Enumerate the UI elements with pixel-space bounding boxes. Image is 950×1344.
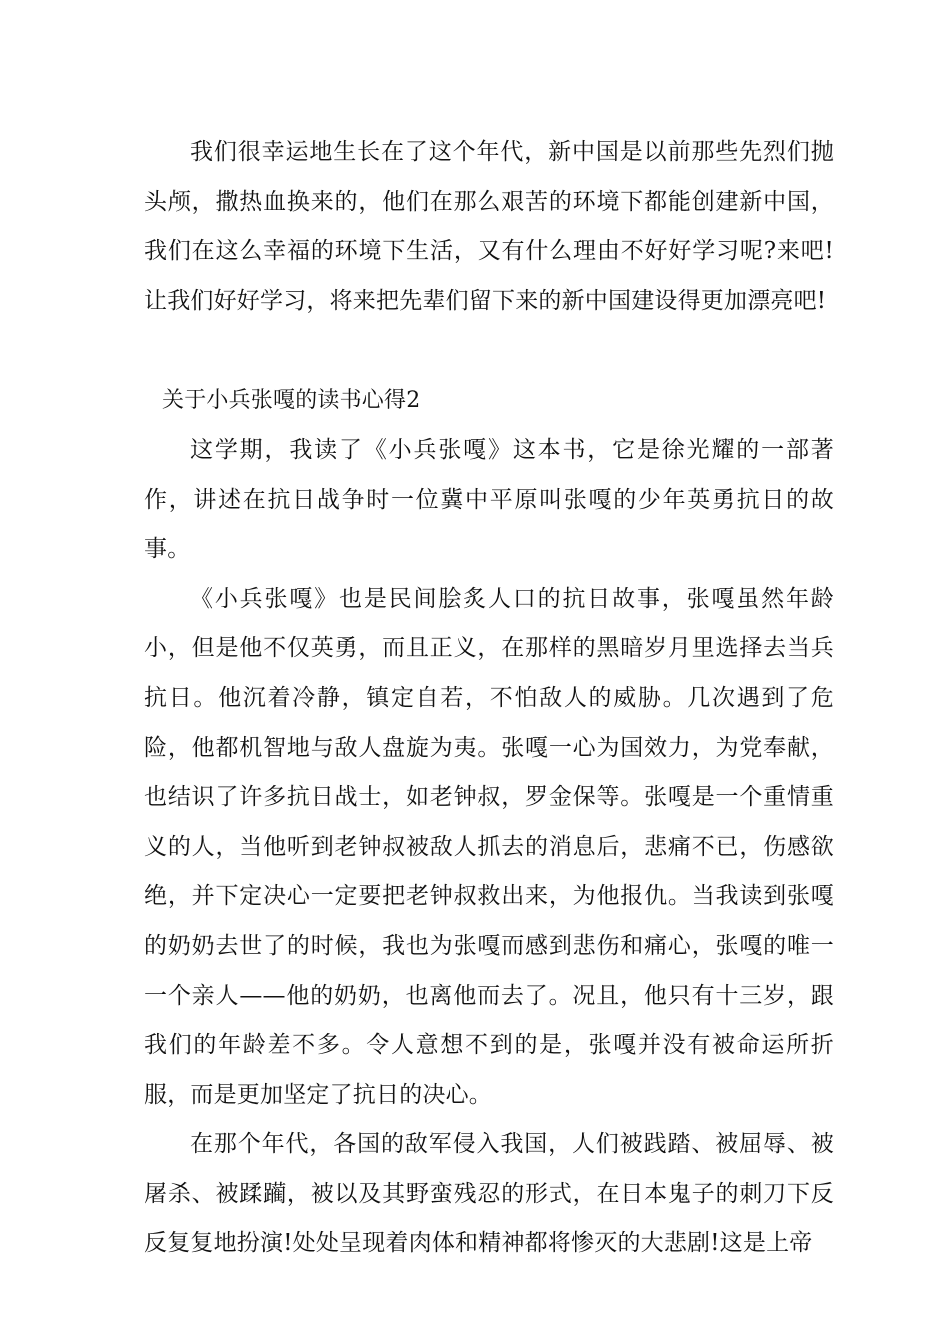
paragraph-3: 在那个年代，各国的敌军侵入我国，人们被践踏、被屈辱、被屠杀、被蹂躏，被以及其野蛮残忍的形式，在日本鬼子的刺刀下反反复复地扮演!处处呈现着肉体和精神都将惨灭的大悲剧!这是上帝 [144, 1131, 834, 1257]
paragraph-2: 《小兵张嘎》也是民间脍炙人口的抗日故事，张嘎虽然年龄小，但是他不仅英勇，而且正义，在那样的黑暗岁月里选择去当兵抗日。他沉着冷静，镇定自若，不怕敌人的威胁。几次遇到了危险，他都机智地与敌人盘旋为夷。张嘎一心为国效力，为党奉献，也结识了许多抗日战士，如老钟叔，罗金保等。张嘎是一个重情重义的人，当他听到老钟叔被敌人抓去的消息后，悲痛不已，伤感欲绝，并下定决心一定要把老钟叔救出来，为他报仇。当我读到张嘎的奶奶去世了的时候，我也为张嘎而感到悲伤和痛心，张嘎的唯一一个亲人——他的奶奶，也离他而去了。况且，他只有十三岁，跟我们的年龄差不多。令人意想不到的是，张嘎并没有被命运所折服，而是更加坚定了抗日的决心。 [144, 585, 834, 1108]
section-title: 关于小兵张嘎的读书心得2 [162, 388, 421, 414]
document-body [144, 128, 834, 1269]
paragraph-1: 这学期，我读了《小兵张嘎》这本书，它是徐光耀的一部著作，讲述在抗日战争时一位冀中平原叫张嘎的少年英勇抗日的故事。 [144, 436, 834, 563]
intro-paragraph: 我们很幸运地生长在了这个年代，新中国是以前那些先烈们抛头颅，撒热血换来的，他们在那么艰苦的环境下都能创建新中国，我们在这么幸福的环境下生活，又有什么理由不好好学习呢?来吧!让我们好好学习，将来把先辈们留下来的新中国建设得更加漂亮吧! [144, 139, 834, 314]
section-gap [144, 326, 834, 376]
